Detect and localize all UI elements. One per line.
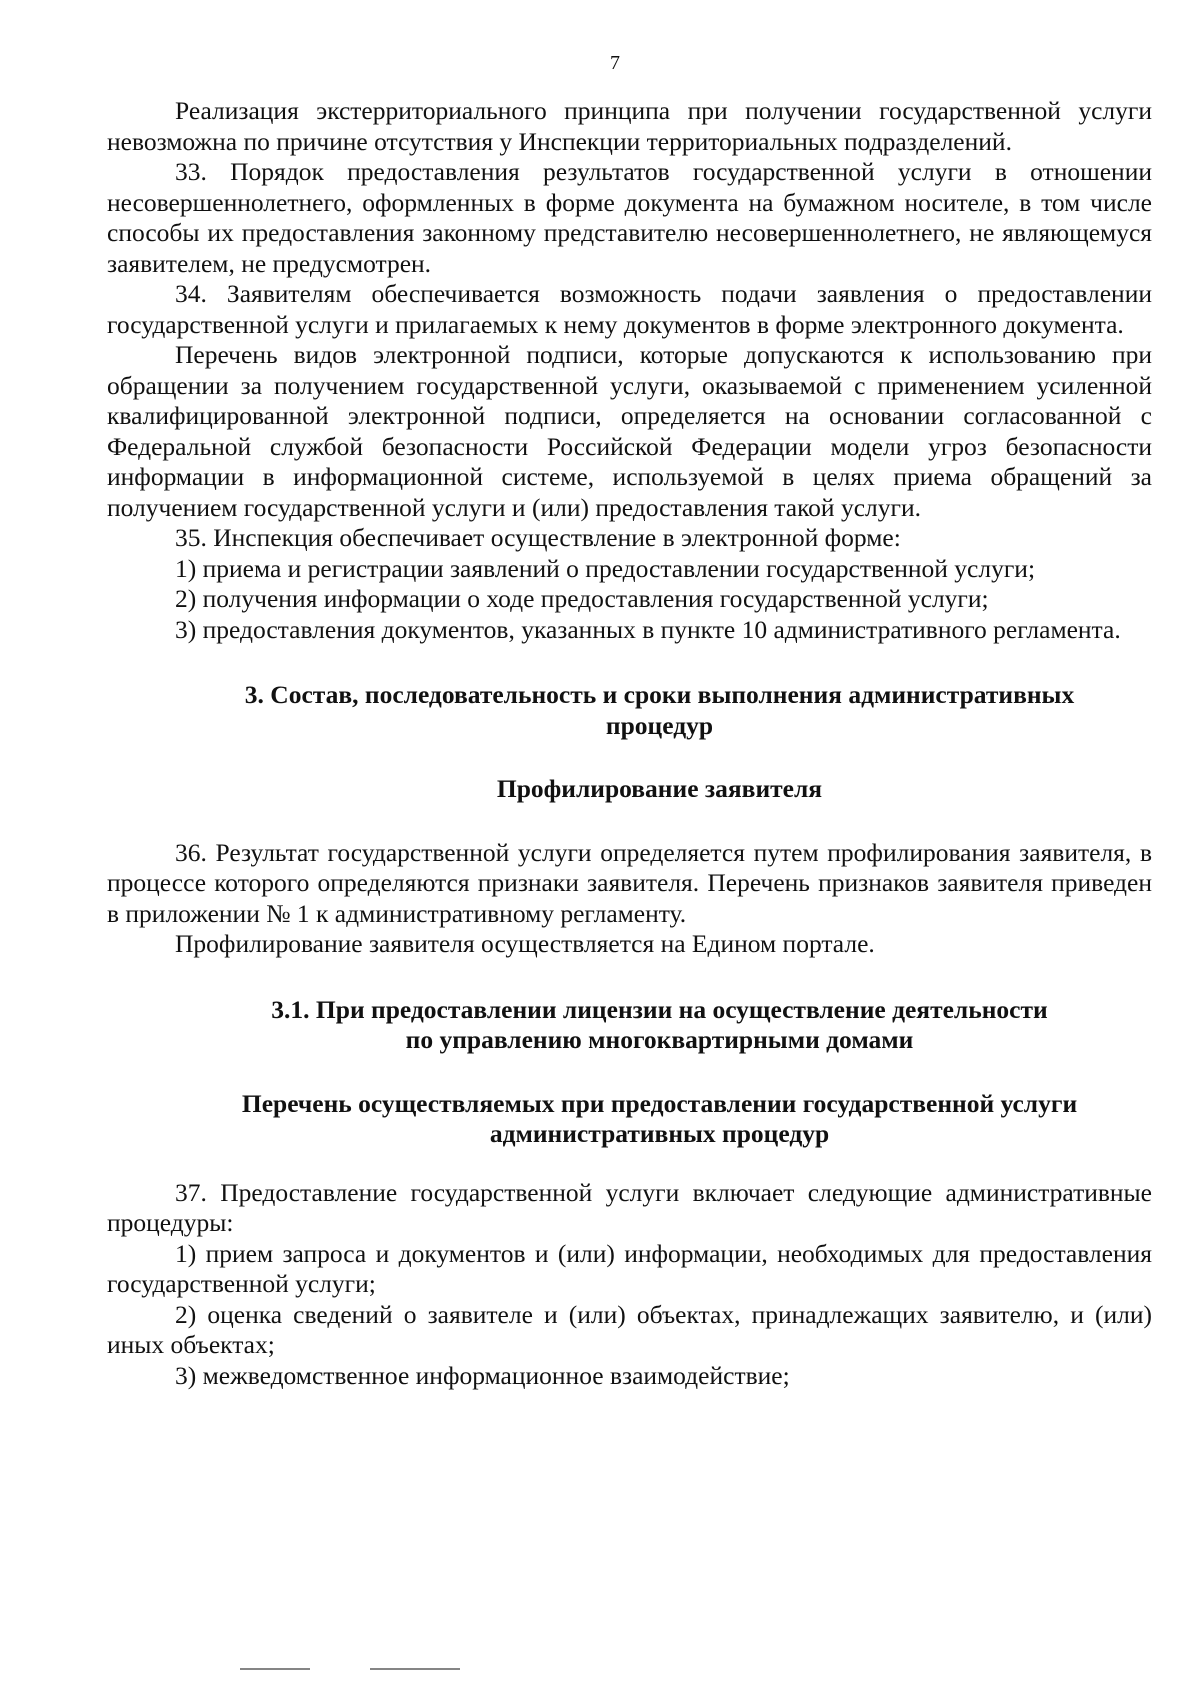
- paragraph-37: 37. Предоставление государственной услуги включает следующие административные процедуры:: [107, 1177, 1152, 1237]
- subheading-profiling: Профилирование заявителя: [496, 774, 823, 803]
- spacer: [107, 1056, 1152, 1089]
- paragraph-36: 36. Результат государственной услуги определяется путем профилирования заявителя, в процессе которого определяются признаки заявителя. Перечень признаков заявителя приведен в приложении № 1 к административному регламенту.: [107, 837, 1152, 928]
- paragraph-profiling-portal: Профилирование заявителя осуществляется на Едином портале.: [175, 929, 875, 958]
- scan-mark: [240, 1668, 310, 1670]
- section-heading-3-line1: 3. Состав, последовательность и сроки выполнения административных: [244, 680, 1075, 709]
- paragraph-34: 34. Заявителям обеспечивается возможность подачи заявления о предоставлении государственной услуги и прилагаемых к нему документов в форме электронного документа.: [107, 279, 1152, 339]
- spacer: [107, 960, 1152, 995]
- list-item-35-2: 2) получения информации о ходе предоставления государственной услуги;: [175, 584, 989, 613]
- list-item-35-1: 1) приема и регистрации заявлений о предоставлении государственной услуги;: [175, 553, 1036, 583]
- scan-mark: [370, 1668, 460, 1670]
- document-body: [107, 96, 1152, 1391]
- subheading-procedures-line1: Перечень осуществляемых при предоставлении государственной услуги: [241, 1088, 1078, 1118]
- paragraph-33: 33. Порядок предоставления результатов государственной услуги в отношении несовершеннолетнего, оформленных в форме документа на бумажном носителе, в том числе способы их предоставления законному представителю несовершеннолетнего, не являющемуся заявителем, не предусмотрен.: [107, 157, 1152, 278]
- paragraph-35: 35. Инспекция обеспечивает осуществление в электронной форме:: [175, 523, 901, 552]
- page-number: 7: [610, 52, 620, 74]
- list-item-37-1: 1) прием запроса и документов и (или) информации, необходимых для предоставления государственной услуги;: [107, 1238, 1152, 1298]
- list-item-35-3: 3) предоставления документов, указанных в пункте 10 административного регламента.: [175, 614, 1121, 644]
- paragraph-signature-types: Перечень видов электронной подписи, которые допускаются к использованию при обращении за получением государственной услуги, оказываемой с применением усиленной квалифицированной электронной подписи, определяется на основании согласованной с Федеральной службой безопасности Российской Федерации модели угроз безопасности информации в информационной системе, используемой в целях приема обращений за получением государственной услуги и (или) предоставления такой услуги.: [107, 340, 1152, 522]
- section-heading-3-line2: процедур: [605, 710, 714, 740]
- section-heading-3-1-line1: 3.1. При предоставлении лицензии на осуществление деятельности: [271, 994, 1048, 1024]
- list-item-37-2: 2) оценка сведений о заявителе и (или) объектах, принадлежащих заявителю, и (или) иных объектах;: [107, 1299, 1152, 1359]
- subheading-procedures-line2: административных процедур: [489, 1119, 830, 1148]
- section-heading-3-1-line2: по управлению многоквартирными домами: [405, 1025, 914, 1054]
- section-heading-3: [107, 680, 1152, 741]
- subheading-procedures-list: [107, 1089, 1152, 1150]
- footer-scan-marks: [240, 1668, 460, 1672]
- spacer: [107, 741, 1152, 774]
- section-heading-3-1: [107, 995, 1152, 1056]
- spacer: [107, 805, 1152, 838]
- spacer: [107, 1150, 1152, 1178]
- spacer: [107, 645, 1152, 680]
- paragraph-extraterritorial: Реализация экстерриториального принципа при получении государственной услуги невозможна по причине отсутствия у Инспекции территориальных подразделений.: [107, 96, 1152, 156]
- list-item-37-3: 3) межведомственное информационное взаимодействие;: [175, 1360, 790, 1390]
